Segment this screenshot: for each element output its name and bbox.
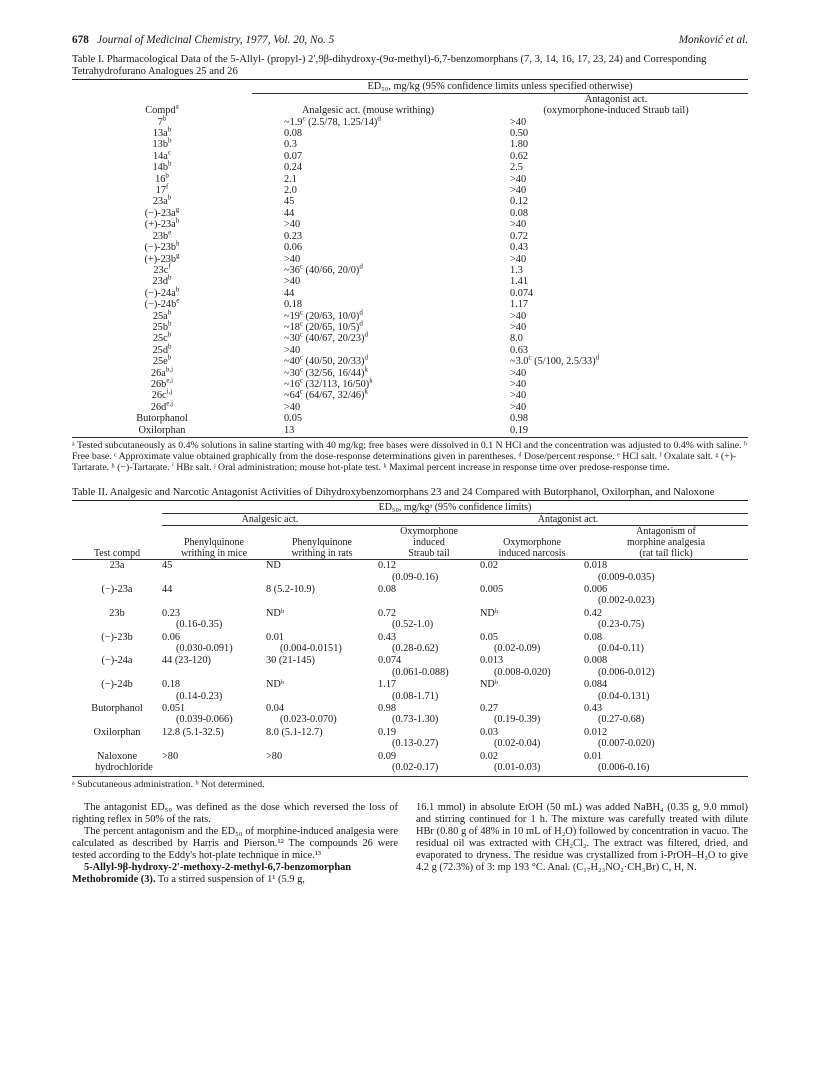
antagonist-cell: 1.3	[510, 264, 523, 276]
analgesic-cell: 0.08	[284, 128, 303, 140]
table2-col3-h1: induced	[413, 537, 445, 549]
confidence-interval: (0.01-0.03)	[494, 762, 541, 774]
antagonist-cell: 0.72	[510, 230, 529, 242]
antagonist-cell: 2.5	[510, 162, 523, 174]
value-cell: 0.43 (0.28-0.62)	[378, 632, 480, 656]
value-cell: >80	[162, 750, 179, 762]
analgesic-cell: ~1.9$^c$ (2.5/78, 1.25/14)$^d$	[284, 114, 381, 128]
value-cell: 0.08	[378, 584, 397, 596]
confidence-interval: (0.002-0.023)	[598, 595, 655, 607]
table-row	[72, 632, 748, 656]
confidence-interval: (0.006-0.16)	[598, 762, 650, 774]
confidence-interval: (0.023-0.070)	[280, 714, 337, 726]
analgesic-cell: 45	[284, 196, 295, 208]
compound-cell: (−)-23b	[101, 631, 133, 643]
value-cell: 0.05 (0.02-0.09)	[480, 632, 584, 656]
antagonist-cell: 8.0	[510, 333, 523, 345]
page-number: 678	[72, 34, 89, 46]
value-cell: 0.018 (0.009-0.035)	[584, 560, 748, 584]
table2-col-compd: Test compd	[93, 548, 141, 560]
table2-caption: Table II. Analgesic and Narcotic Antagonist Activities of Dihydroxybenzomorphans 23 and 24 Compared with Butorphanol, Oxilorphan, and Naloxone	[72, 487, 715, 498]
antagonist-cell: 1.41	[510, 276, 529, 288]
confidence-interval: (0.13-0.27)	[392, 738, 439, 750]
value-cell: >80	[266, 750, 283, 762]
value-cell: 8.0 (5.1-12.7)	[266, 726, 323, 738]
compound-cell: $(-)-24a^b$	[144, 285, 180, 299]
table-row	[72, 196, 748, 207]
table1-col-anta-2: (oxymorphone-induced Straub tail)	[543, 105, 689, 117]
table2-span-header: ED₅₀, mg/kgᵃ (95% confidence limits)	[162, 502, 748, 514]
confidence-interval: (0.09-0.16)	[392, 571, 439, 583]
table2-col4-h1: induced narcosis	[498, 548, 566, 560]
paragraph: 16.1 mmol) in absolute EtOH (50 mL) was added NaBH₄ (0.35 g, 9.0 mmol) and stirring continued for 1 h. The mixture was carefully treated with dilute HBr (0.80 g of 48% in 10 mL of H₂O) followed by concentration in vacuo. The residual oil was extracted with CH₂Cl₂. The extract was filtered, dried, and evaporated to dryness. The residue was crystallized from i-PrOH–H₂O to give 4.2 g (72.3%) of 3: mp 193 °C. Anal. (C₁₇H₂₃NO₂·CH₃Br) C, H, N.	[416, 801, 748, 873]
value-cell: 0.27 (0.19-0.39)	[480, 703, 584, 727]
table1-bottom-rule	[72, 437, 748, 438]
value-cell: 0.005	[480, 584, 504, 596]
compound-cell: $25e^b$	[152, 353, 172, 368]
compound-cell: 23a	[109, 560, 125, 572]
antagonist-cell: 0.50	[510, 128, 529, 140]
analgesic-cell: 44	[284, 287, 295, 299]
confidence-interval: (0.04-0.11)	[598, 643, 644, 655]
table-row	[72, 288, 748, 299]
table2-col2-h1: writhing in rats	[291, 548, 353, 560]
value-cell: 0.43 (0.27-0.68)	[584, 703, 748, 727]
analgesic-cell: ~36$^c$ (40/66, 20/0)$^d$	[284, 262, 363, 276]
compound-cell: $23b^e$	[152, 228, 172, 242]
confidence-interval: (0.16-0.35)	[176, 619, 223, 631]
compound-cell: Butorphanol	[91, 703, 143, 715]
value-cell: 45	[162, 560, 173, 572]
antagonist-cell: 0.19	[510, 424, 529, 436]
antagonist-cell: 0.43	[510, 242, 529, 254]
analgesic-cell: 0.05	[284, 413, 303, 425]
compound-cell: $26d^{e,j}$	[150, 399, 174, 413]
antagonist-cell: 0.074	[510, 287, 534, 299]
table1-body	[72, 114, 748, 436]
table2-top-rule	[72, 500, 748, 501]
analgesic-cell: 0.23	[284, 230, 303, 242]
compound-cell: $25d^b$	[152, 342, 172, 356]
running-header	[72, 34, 748, 52]
compound-cell: $(+)-23a^h$	[144, 216, 180, 231]
analgesic-cell: ~30$^c$ (32/56, 16/44)$^k$	[284, 365, 368, 379]
table-row	[72, 655, 748, 679]
table-row	[72, 117, 748, 128]
table-row	[72, 425, 748, 436]
table2-col2-h0: Phenylquinone	[292, 537, 352, 549]
table-row	[72, 311, 748, 322]
value-cell: 0.02	[480, 560, 499, 572]
antagonist-cell: >40	[510, 173, 527, 185]
value-cell: 0.09 (0.02-0.17)	[378, 751, 480, 775]
table-row	[72, 413, 748, 424]
value-cell: 0.012 (0.007-0.020)	[584, 727, 748, 751]
value-cell: NDᵇ	[480, 679, 499, 691]
value-cell: 0.04 (0.023-0.070)	[266, 703, 378, 727]
value-cell: 0.074 (0.061-0.088)	[378, 655, 480, 679]
table2-col3-h2: Straub tail	[408, 548, 450, 560]
table-row	[72, 162, 748, 173]
analgesic-cell: ~40$^c$ (40/50, 20/33)$^d$	[284, 353, 368, 368]
analgesic-cell: 0.24	[284, 162, 303, 174]
antagonist-cell: 0.62	[510, 150, 529, 162]
antagonist-cell: 0.08	[510, 207, 529, 219]
table2	[72, 502, 748, 774]
table-row	[72, 242, 748, 253]
text-column-left	[72, 802, 398, 886]
value-cell: NDᵇ	[480, 607, 499, 619]
table-row	[72, 151, 748, 162]
value-cell: 0.006 (0.002-0.023)	[584, 584, 748, 608]
compound-cell: $25c^b$	[152, 330, 172, 345]
value-cell: 0.72 (0.52-1.0)	[378, 608, 480, 632]
compound-cell: $14a^c$	[153, 148, 171, 162]
compound-cell: $(-)-23b^h$	[144, 239, 180, 254]
analgesic-cell: 0.18	[284, 299, 303, 311]
table1-top-rule	[72, 79, 748, 80]
table-row	[72, 333, 748, 344]
compound-cell: $25b^b$	[152, 319, 172, 333]
confidence-interval: (0.009-0.035)	[598, 571, 655, 583]
table-row	[72, 751, 748, 775]
confidence-interval: (0.73-1.30)	[392, 714, 439, 726]
antagonist-cell: 1.80	[510, 139, 529, 151]
analgesic-cell: >40	[284, 344, 301, 356]
confidence-interval: (0.08-1.71)	[392, 690, 439, 702]
value-cell: ND	[266, 560, 281, 572]
confidence-interval: (0.27-0.68)	[598, 714, 645, 726]
antagonist-cell: >40	[510, 367, 527, 379]
analgesic-cell: ~30$^c$ (40/67, 20/23)$^d$	[284, 330, 368, 345]
confidence-interval: (0.02-0.04)	[494, 738, 541, 750]
table2-col1-h0: Phenylquinone	[184, 537, 244, 549]
compound-heading: 5-Allyl-9β-hydroxy-2′-methoxy-2-methyl-6,7-benzomorphan Methobromide (3).	[72, 861, 352, 885]
analgesic-cell: 13	[284, 424, 295, 436]
value-cell: 0.19 (0.13-0.27)	[378, 727, 480, 751]
table2-col5-h0: Antagonism of	[636, 526, 696, 538]
paragraph: 5-Allyl-9β-hydroxy-2′-methoxy-2-methyl-6,7-benzomorphan Methobromide (3). To a stirred suspension of 1¹ (5.9 g,	[72, 861, 352, 885]
compound-cell: Butorphanol	[136, 413, 188, 425]
table1-col-anal: Analgesic act. (mouse writhing)	[301, 105, 435, 117]
compound-cell: $(+)-23b^g$	[144, 251, 180, 265]
analgesic-cell: ~18$^c$ (20/65, 10/5)$^d$	[284, 319, 363, 333]
analgesic-cell: >40	[284, 401, 301, 413]
confidence-interval: (0.04-0.131)	[598, 690, 650, 702]
table-row	[72, 560, 748, 584]
table-row	[72, 608, 748, 632]
analgesic-cell: 2.0	[284, 185, 297, 197]
analgesic-cell: 0.3	[284, 139, 297, 151]
antagonist-cell: >40	[510, 253, 527, 265]
value-cell: 30 (21-145)	[266, 655, 315, 667]
compound-cell: 7$^b$	[157, 114, 167, 128]
table-row	[72, 402, 748, 413]
analgesic-cell: >40	[284, 276, 301, 288]
compound-cell: $(-)-23a^g$	[144, 205, 180, 219]
compound-cell: $23d^b$	[152, 273, 172, 288]
antagonist-cell: >40	[510, 390, 527, 402]
compound-cell: $23a^b$	[152, 194, 172, 208]
paragraph: The antagonist ED₅₀ was defined as the dose which reversed the loss of righting reflex in 50% of the rats.	[72, 801, 398, 825]
confidence-interval: (0.02-0.17)	[392, 762, 439, 774]
confidence-interval: (0.02-0.09)	[494, 643, 541, 655]
value-cell: NDᵇ	[266, 607, 285, 619]
value-cell: 0.01 (0.004-0.0151)	[266, 632, 378, 656]
compound-cell: 17$^f$	[155, 182, 169, 197]
table-row	[72, 390, 748, 401]
table-row	[72, 727, 748, 751]
value-cell: NDᵇ	[266, 679, 285, 691]
table-row	[72, 322, 748, 333]
table-row	[72, 379, 748, 390]
antagonist-cell: ~3.0$^c$ (5/100, 2.5/33)$^d$	[510, 353, 600, 368]
compound-cell: $23c^f$	[153, 262, 171, 276]
confidence-interval: (0.23-0.75)	[598, 619, 645, 631]
text-column-right	[416, 802, 748, 874]
table2-col5-h1: morphine analgesia	[626, 537, 706, 549]
compound-cell: $14b^b$	[152, 159, 172, 174]
value-cell: 0.23 (0.16-0.35)	[162, 608, 266, 632]
compound-cell: 23b	[109, 607, 125, 619]
table-row	[72, 231, 748, 242]
analgesic-cell: ~64$^c$ (64/67, 32/46)$^k$	[284, 387, 368, 402]
value-cell: 0.12 (0.09-0.16)	[378, 560, 480, 584]
compound-cell: 16$^b$	[155, 171, 169, 185]
compound-cell: (−)-24b	[101, 679, 133, 691]
table1-span-header: ED₅₀, mg/kg (95% confidence limits unless specified otherwise)	[252, 81, 748, 93]
confidence-interval: (0.039-0.066)	[176, 714, 233, 726]
antagonist-cell: >40	[510, 310, 527, 322]
confidence-interval: (0.008-0.020)	[494, 666, 551, 678]
value-cell: 1.17 (0.08-1.71)	[378, 679, 480, 703]
confidence-interval: (0.19-0.39)	[494, 714, 541, 726]
compound-cell: $26a^{b,i}$	[150, 365, 174, 379]
confidence-interval: (0.28-0.62)	[392, 643, 439, 655]
antagonist-cell: >40	[510, 321, 527, 333]
author-line: Monković et al.	[678, 34, 748, 46]
table-row	[72, 299, 748, 310]
value-cell: 0.01 (0.006-0.16)	[584, 751, 748, 775]
compound-cell: $26b^{e,i}$	[150, 376, 174, 390]
antagonist-cell: >40	[510, 116, 527, 128]
value-cell: 0.02 (0.01-0.03)	[480, 751, 584, 775]
analgesic-cell: ~19$^c$ (20/63, 10/0)$^d$	[284, 308, 363, 322]
table1-col-anta-1: Antagonist act.	[584, 93, 648, 105]
table2-group-antagonist: Antagonist act.	[378, 514, 748, 526]
value-cell: 0.084 (0.04-0.131)	[584, 679, 748, 703]
antagonist-cell: >40	[510, 185, 527, 197]
table-row	[72, 139, 748, 150]
value-cell: 0.18 (0.14-0.23)	[162, 679, 266, 703]
compound-cell: $(-)-24b^e$	[144, 296, 180, 311]
value-cell: 12.8 (5.1-32.5)	[162, 726, 224, 738]
table1-col-compd: Compd$^a$	[145, 102, 179, 117]
antagonist-cell: 1.17	[510, 299, 529, 311]
analgesic-cell: 2.1	[284, 173, 297, 185]
table-row	[72, 208, 748, 219]
value-cell: 0.03 (0.02-0.04)	[480, 727, 584, 751]
compound-cell: $13a^b$	[152, 125, 172, 140]
compound-cell: (−)-23a	[101, 584, 133, 596]
confidence-interval: (0.007-0.020)	[598, 738, 655, 750]
compound-cell: $25a^b$	[152, 308, 172, 322]
table2-footnote: ᵃ Subcutaneous administration. ᵇ Not determined.	[72, 778, 265, 790]
confidence-interval: (0.030-0.091)	[176, 643, 233, 655]
table-row	[72, 185, 748, 196]
table-row	[72, 584, 748, 608]
value-cell: 8 (5.2-10.9)	[266, 584, 315, 596]
antagonist-cell: 0.98	[510, 413, 529, 425]
journal-page	[72, 34, 748, 942]
value-cell: 0.013 (0.008-0.020)	[480, 655, 584, 679]
antagonist-cell: 0.12	[510, 196, 529, 208]
compound-cell: $26c^{i,j}$	[151, 387, 173, 402]
antagonist-cell: >40	[510, 378, 527, 390]
antagonist-cell: >40	[510, 219, 527, 231]
value-cell: 0.42 (0.23-0.75)	[584, 608, 748, 632]
compound-cell: $13b^b$	[152, 137, 172, 151]
compound-cell: Oxilorphan	[93, 726, 141, 738]
analgesic-cell: ~16$^c$ (32/113, 16/50)$^k$	[284, 376, 373, 390]
table-row	[72, 128, 748, 139]
journal-citation: Journal of Medicinal Chemistry, 1977, Vol. 20, No. 5	[97, 34, 335, 46]
value-cell: 0.08 (0.04-0.11)	[584, 632, 748, 656]
antagonist-cell: 0.63	[510, 344, 529, 356]
table-row	[72, 174, 748, 185]
confidence-interval: (0.004-0.0151)	[280, 643, 342, 655]
table-row	[72, 276, 748, 287]
confidence-interval: (0.14-0.23)	[176, 690, 223, 702]
table2-bottom-rule	[72, 776, 748, 777]
analgesic-cell: 44	[284, 207, 295, 219]
table-row	[72, 356, 748, 367]
table-row	[72, 265, 748, 276]
antagonist-cell: >40	[510, 401, 527, 413]
confidence-interval: (0.006-0.012)	[598, 666, 655, 678]
analgesic-cell: 0.07	[284, 150, 303, 162]
value-cell: 0.051 (0.039-0.066)	[162, 703, 266, 727]
table-row	[72, 368, 748, 379]
compound-cell: Oxilorphan	[138, 424, 186, 436]
analgesic-cell: 0.06	[284, 242, 303, 254]
table-row	[72, 219, 748, 230]
compound-cell: (−)-24a	[101, 655, 133, 667]
confidence-interval: (0.52-1.0)	[392, 619, 434, 631]
table2-body	[72, 560, 748, 775]
confidence-interval: (0.061-0.088)	[392, 666, 449, 678]
value-cell: 0.008 (0.006-0.012)	[584, 655, 748, 679]
table-row	[72, 345, 748, 356]
analgesic-cell: >40	[284, 253, 301, 265]
compound-cell: Naloxone hydrochloride	[95, 750, 153, 774]
table2-group-analgesic: Analgesic act.	[162, 514, 378, 526]
table1	[72, 81, 748, 436]
value-cell: 0.98 (0.73-1.30)	[378, 703, 480, 727]
table2-col3-h0: Oxymorphone	[400, 526, 458, 538]
table-row	[72, 679, 748, 703]
table2-col4-h0: Oxymorphone	[503, 537, 561, 549]
paragraph: The percent antagonism and the ED₅₀ of morphine-induced analgesia were calculated as described by Harris and Pierson.¹² The compounds 26 were tested according to the Eddy's hot-plate technique in mice.¹³	[72, 825, 398, 861]
value-cell: 44 (23-120)	[162, 655, 211, 667]
body-text	[72, 802, 748, 942]
table2-col5-h2: (rat tail flick)	[639, 548, 693, 560]
value-cell: 0.06 (0.030-0.091)	[162, 632, 266, 656]
table1-footnote: ᵃ Tested subcutaneously as 0.4% solutions in saline starting with 40 mg/kg; free bases were dissolved in 0.1 N HCl and the concentration was adjusted to 0.4% with saline. ᵇ Free base. ᶜ Approximate value obtained graphically from the dose-response determinations given in parentheses. ᵈ Dose/percent response. ᵉ HCl salt. ᶠ Oxalate salt. ᵍ (+)-Tartarate. ʰ (−)-Tartarate. ⁱ HBr salt. ʲ Oral administration; mouse hot-plate test. ᵏ Maximal percent increase in response time over predose-response time.	[72, 440, 747, 473]
table2-col1-h1: writhing in mice	[180, 548, 248, 560]
table-row	[72, 254, 748, 265]
analgesic-cell: >40	[284, 219, 301, 231]
table1-caption: Table I. Pharmacological Data of the 5-Allyl- (propyl-) 2′,9β-dihydroxy-(9α-methyl)-6,7-benzomorphans (7, 3, 14, 16, 17, 23, 24) and Corresponding Tetrahydrofurano Analogues 25 and 26	[72, 54, 707, 78]
table-row	[72, 703, 748, 727]
value-cell: 44	[162, 584, 173, 596]
